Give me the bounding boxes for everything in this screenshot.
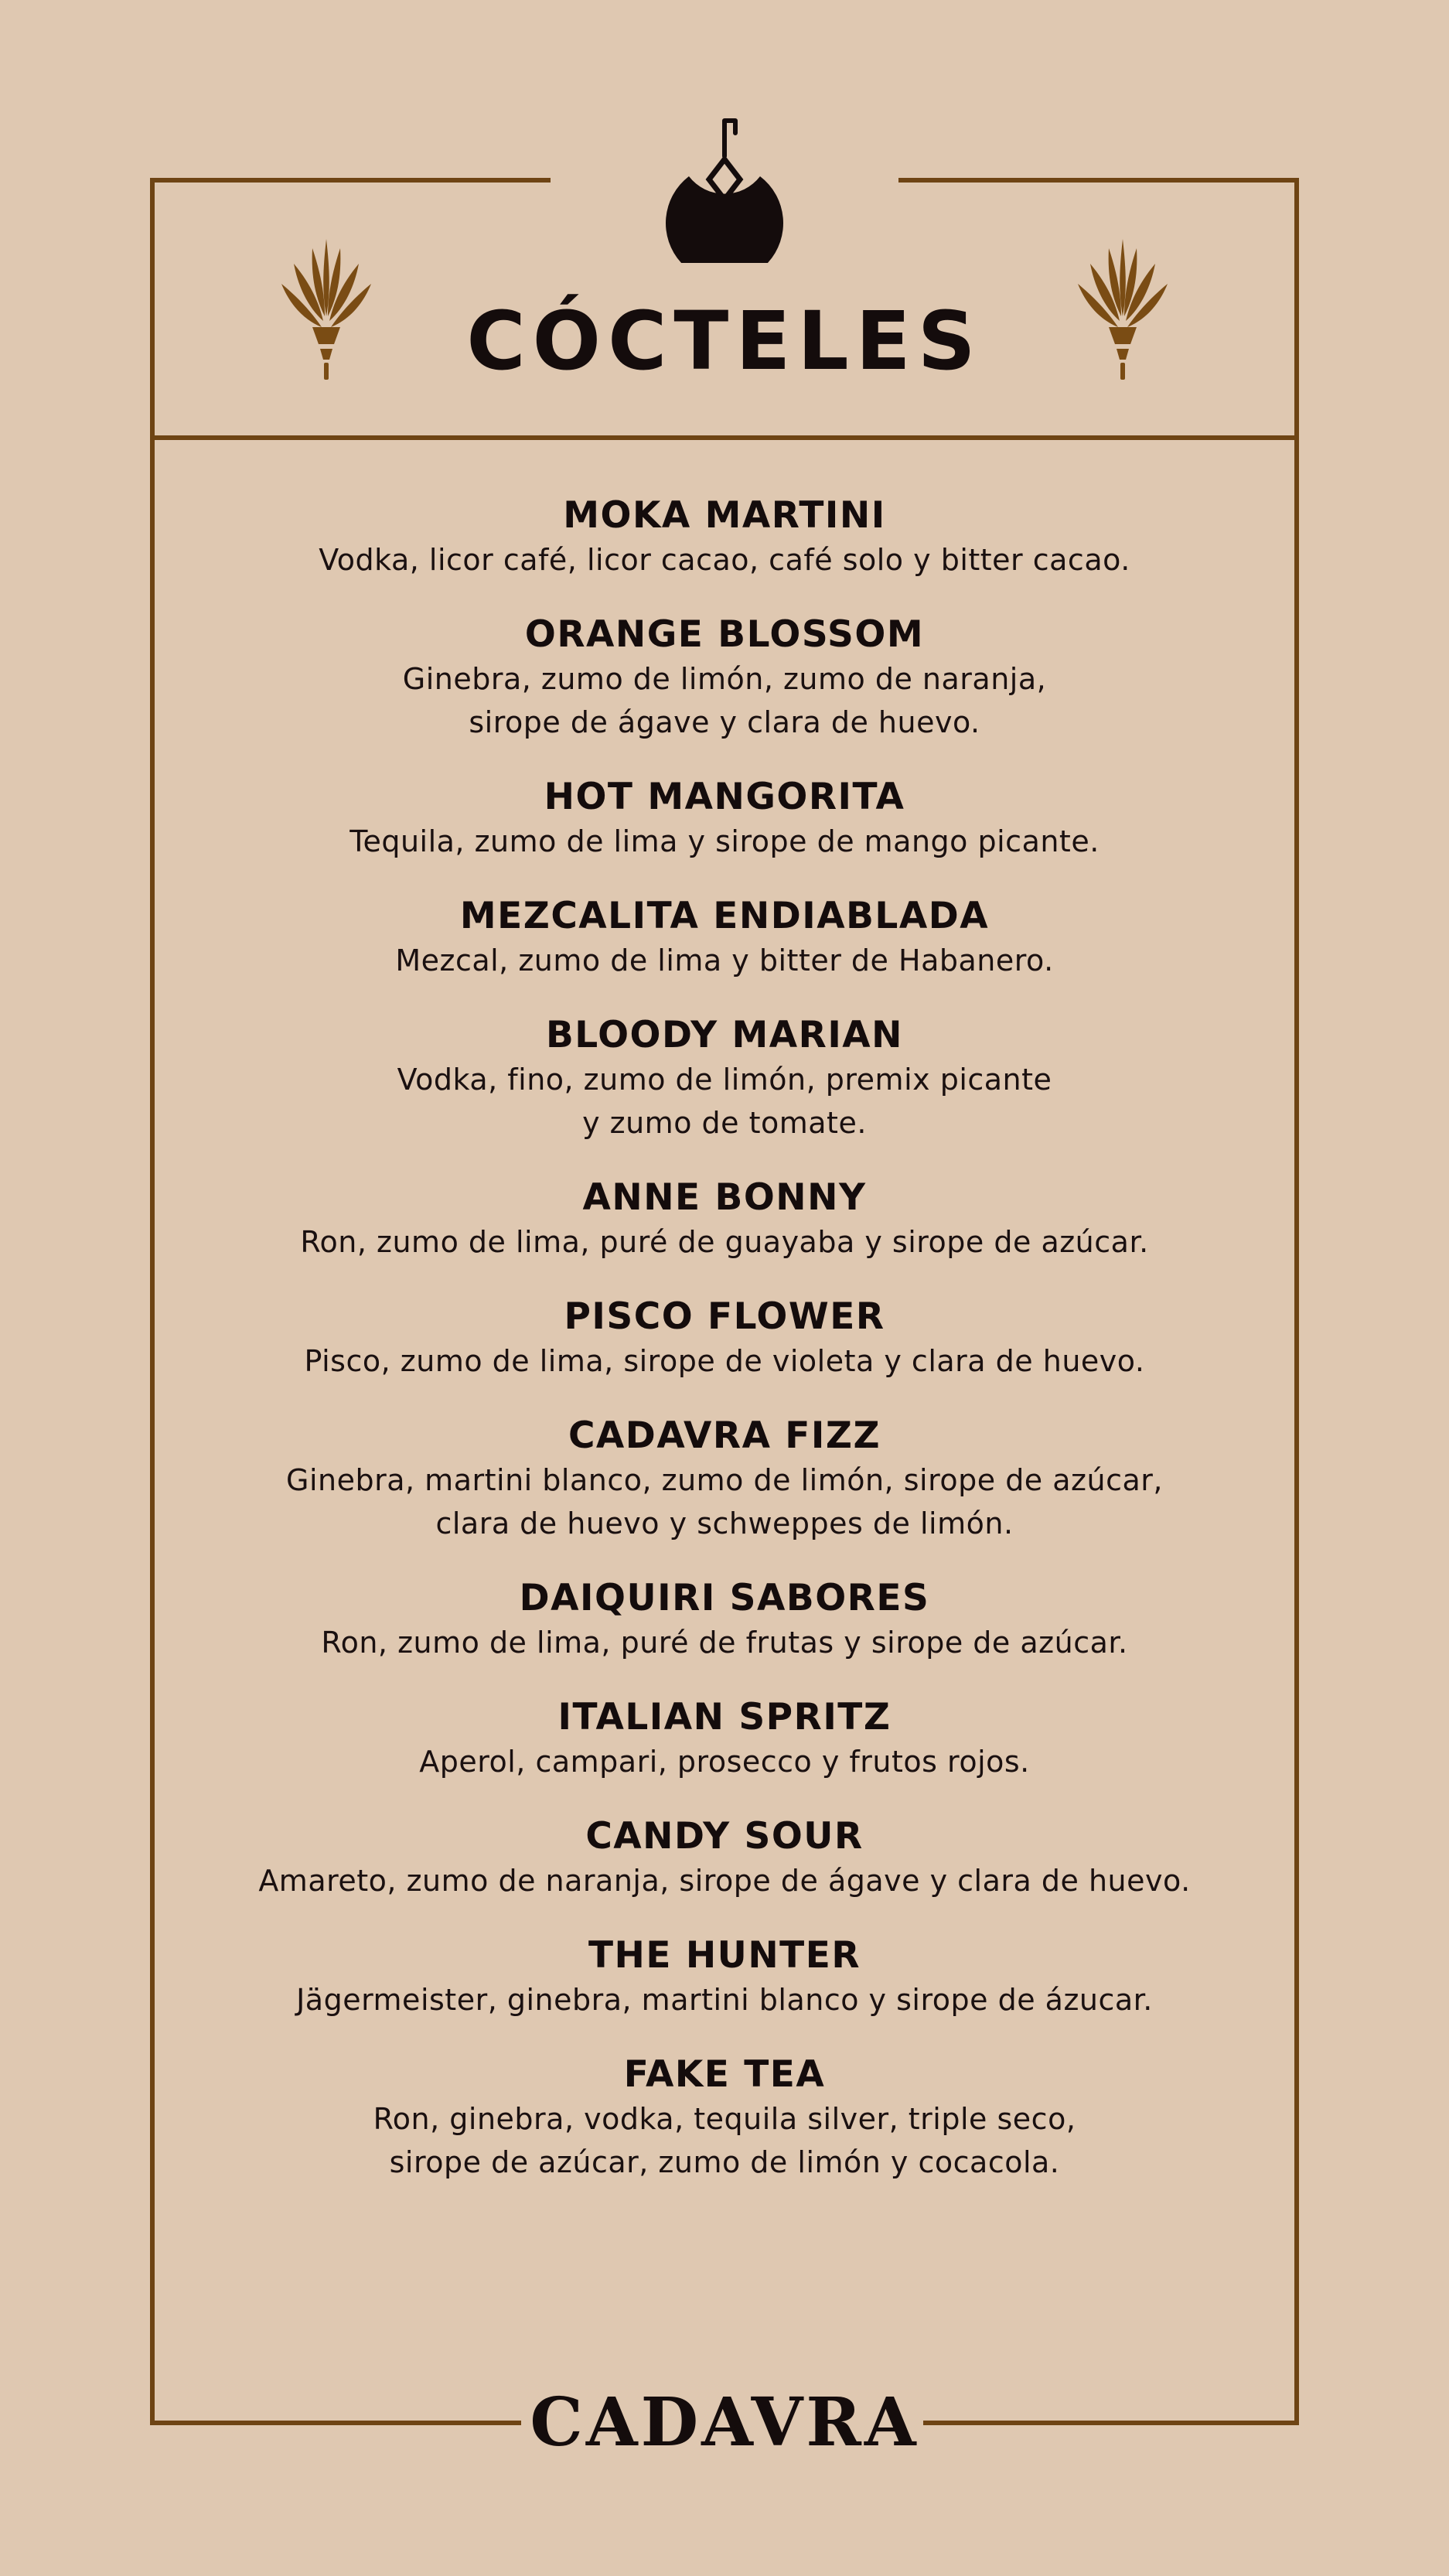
cocktail-name: BLOODY MARIAN — [545, 1014, 904, 1056]
ingredients-line: Vodka, licor café, licor cacao, café solo y bitter cacao. — [319, 543, 1130, 577]
ingredients-line: clara de huevo y schweppes de limón. — [435, 1506, 1014, 1540]
cocktail-ingredients — [155, 939, 1294, 982]
cocktail-ingredients — [155, 1859, 1294, 1902]
list-item — [155, 1814, 1294, 1902]
ingredients-line: sirope de azúcar, zumo de limón y cocacola. — [389, 2145, 1060, 2179]
cocktail-name: ANNE BONNY — [582, 1176, 867, 1219]
list-item — [155, 493, 1294, 582]
cocktail-ingredients — [155, 1339, 1294, 1383]
header-divider — [150, 435, 1299, 440]
cocktail-ingredients — [155, 1621, 1294, 1664]
page-title: CÓCTELES — [466, 294, 983, 388]
cocktail-name: CANDY SOUR — [585, 1815, 864, 1858]
list-item — [155, 1695, 1294, 1783]
list-item — [155, 612, 1294, 744]
cocktail-name: MEZCALITA ENDIABLADA — [459, 895, 990, 937]
list-item — [155, 1013, 1294, 1145]
ingredients-line: Ron, ginebra, vodka, tequila silver, triple seco, — [373, 2102, 1076, 2136]
ingredients-line: Mezcal, zumo de lima y bitter de Habanero. — [395, 943, 1054, 978]
moon-diamond-emblem-icon — [660, 116, 789, 263]
list-item — [155, 1175, 1294, 1264]
brand-wordmark: CADAVRA — [530, 2383, 919, 2462]
frame-right-line — [1294, 178, 1299, 2425]
ingredients-line: Pisco, zumo de lima, sirope de violeta y clara de huevo. — [304, 1344, 1145, 1378]
ingredients-line: y zumo de tomate. — [582, 1106, 867, 1140]
cocktail-ingredients — [155, 1740, 1294, 1783]
frame-top-left-line — [150, 178, 551, 183]
list-item — [155, 2052, 1294, 2184]
cocktail-name: MOKA MARTINI — [563, 494, 886, 537]
cocktail-list — [155, 493, 1294, 2215]
ingredients-line: Aperol, campari, prosecco y frutos rojos. — [419, 1745, 1030, 1779]
ingredients-line: Amareto, zumo de naranja, sirope de ágave y clara de huevo. — [258, 1864, 1191, 1898]
cocktail-ingredients — [155, 2097, 1294, 2184]
ingredients-line: Ron, zumo de lima, puré de frutas y sirope de azúcar. — [321, 1626, 1128, 1660]
ingredients-line: sirope de ágave y clara de huevo. — [469, 705, 980, 739]
cocktail-ingredients — [155, 1058, 1294, 1145]
ingredients-line: Tequila, zumo de lima y sirope de mango picante. — [349, 824, 1100, 858]
cocktail-name: DAIQUIRI SABORES — [519, 1577, 930, 1619]
frame-top-right-line — [898, 178, 1299, 183]
cocktail-name: THE HUNTER — [588, 1934, 861, 1977]
cocktail-name: ITALIAN SPRITZ — [557, 1696, 892, 1738]
cocktail-ingredients — [155, 538, 1294, 582]
ingredients-line: Vodka, fino, zumo de limón, premix picante — [397, 1063, 1052, 1097]
cocktail-name: CADAVRA FIZZ — [568, 1414, 881, 1457]
cocktail-name: HOT MANGORITA — [544, 776, 905, 818]
ingredients-line: Ginebra, martini blanco, zumo de limón, sirope de azúcar, — [286, 1463, 1163, 1497]
cocktail-ingredients — [155, 1978, 1294, 2022]
ingredients-line: Jägermeister, ginebra, martini blanco y sirope de ázucar. — [296, 1983, 1153, 2017]
ingredients-line: Ron, zumo de lima, puré de guayaba y sirope de azúcar. — [300, 1225, 1149, 1259]
list-item — [155, 775, 1294, 863]
cocktail-ingredients — [155, 1459, 1294, 1545]
list-item — [155, 1414, 1294, 1545]
cocktail-ingredients — [155, 657, 1294, 744]
list-item — [155, 1933, 1294, 2022]
ingredients-line: Ginebra, zumo de limón, zumo de naranja, — [402, 662, 1047, 696]
list-item — [155, 894, 1294, 982]
list-item — [155, 1576, 1294, 1664]
cocktail-name: ORANGE BLOSSOM — [524, 613, 925, 656]
list-item — [155, 1295, 1294, 1383]
cocktail-ingredients — [155, 820, 1294, 863]
cocktail-ingredients — [155, 1220, 1294, 1264]
cocktail-name: FAKE TEA — [623, 2053, 826, 2096]
cocktail-name: PISCO FLOWER — [564, 1295, 885, 1338]
